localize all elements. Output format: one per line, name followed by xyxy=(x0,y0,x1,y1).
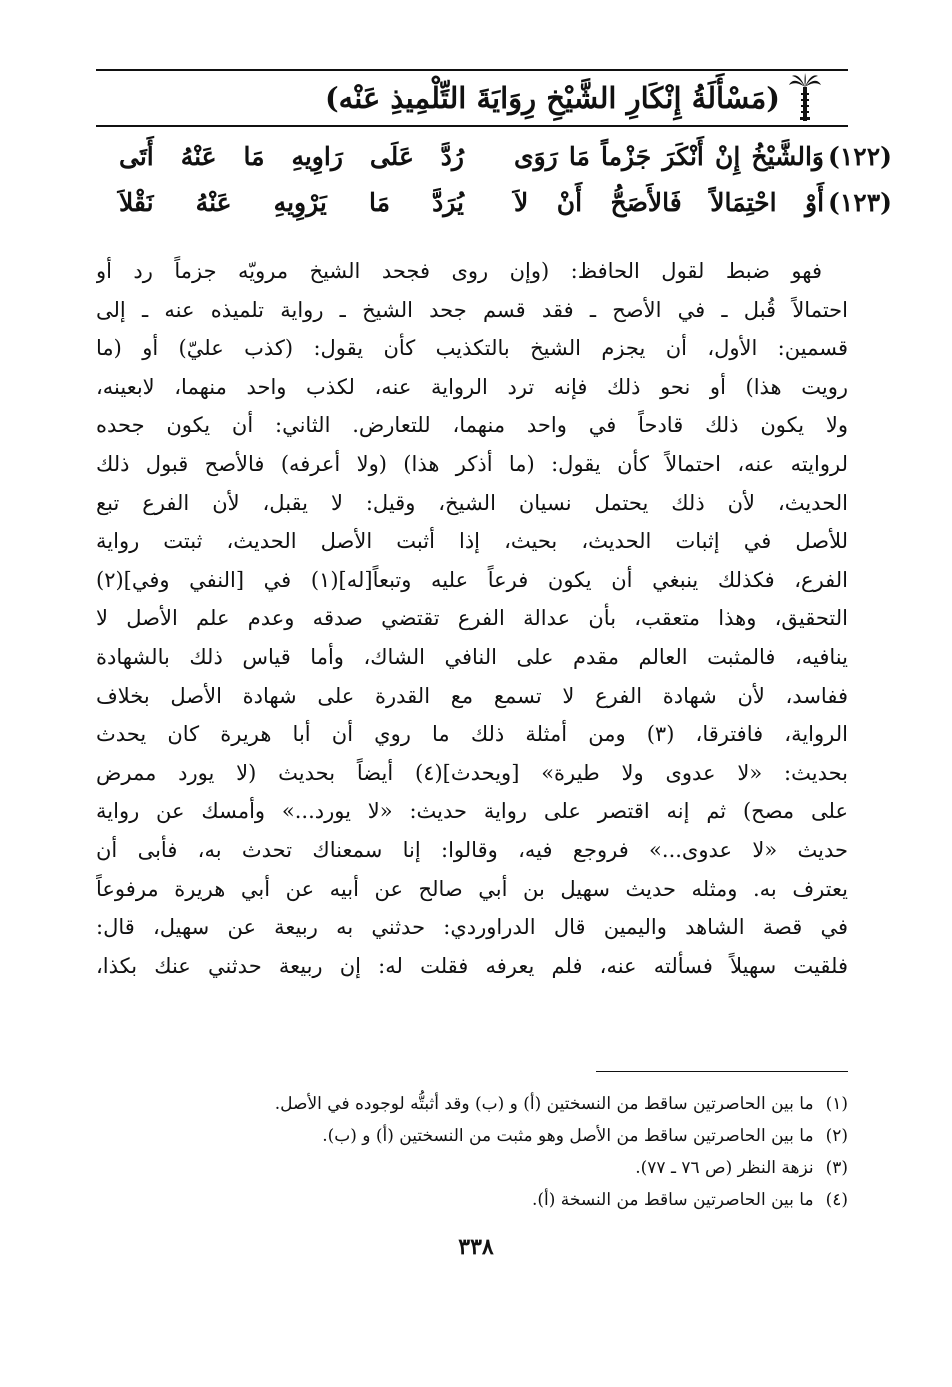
footnote-number: (١) xyxy=(825,1094,848,1114)
text-line: التحقيق، وهذا متعقب، بأن عدالة الفرع تقتضي صدقه وعدم علم الأصل لا xyxy=(96,606,848,631)
footnote-text: ما بين الحاصرتين ساقط من النسختين (أ) و (ب) وقد أثبتُّه لوجوده في الأصل. xyxy=(274,1094,814,1114)
commentary-paragraph xyxy=(96,252,848,985)
poem-verses xyxy=(96,142,892,234)
text-line: فلقيت سهيلاً فسألته عنه، فلم يعرفه فقلت له: إن ربيعة حدثني عنك بكذا، xyxy=(96,953,848,978)
verse-number: (١٢٢) xyxy=(828,142,892,171)
header-top-rule xyxy=(96,69,848,71)
footnote-separator xyxy=(596,1071,848,1072)
text-line: الرواية، فافترقا، (٣) ومن أمثلة ذلك ما روي أن أبا هريرة كان يحدث xyxy=(96,722,848,747)
verse-second-half: يُرَدَّ مَا يَرْوِيهِ عَنْهُ نَقْلاَ xyxy=(119,188,465,217)
text-line: فهو ضبط لقول الحافظ: (وإن روى فجحد الشيخ مرويّه جزماً رد أو xyxy=(96,259,822,283)
footnote-number: (٢) xyxy=(825,1126,848,1146)
text-line: الفرع، فكذلك ينبغي أن يكون فرعاً عليه وتبعاً[له](١) في [النفي وفي](٢) xyxy=(96,567,848,592)
footnote xyxy=(96,1120,848,1152)
chapter-title: (مَسْأَلَةُ إِنْكَارِ الشَّيْخِ رِوَايَةَ التِّلْمِيذِ عَنْه) xyxy=(324,81,780,115)
footnote xyxy=(96,1152,848,1184)
text-line: قسمين: الأول، أن يجزم الشيخ بالتكذيب كأن يقول: (كذب عليّ) أو (ما xyxy=(96,336,848,361)
text-line: رويت هذا) أو نحو ذلك فإنه ترد الرواية عنه، لكذب واحد منهما، لابعينه، xyxy=(96,374,848,399)
page-number: ٣٣٨ xyxy=(458,1234,494,1260)
text-line: حديث «لا عدوى...» فروجع فيه، وقالوا: إنا سمعناك تحدث به، فأبى أن xyxy=(96,837,848,862)
text-line: في قصة الشاهد واليمين قال الدراوردي: حدثني به ربيعة عن سهيل، قال: xyxy=(96,915,848,940)
verse-line xyxy=(96,188,892,234)
footnote xyxy=(96,1088,848,1120)
text-line: ولا يكون ذلك قادحاً في واحد منهما، للتعارض. الثاني: أن يكون جحده xyxy=(96,413,848,438)
text-line: على مصح) ثم إنه اقتصر على رواية حديث: «لا يورد...» وأمسك عن رواية xyxy=(96,799,848,824)
text-line: ففاسد، لأن شهادة الفرع لا تسمع مع القدرة على شهادة الأصل بخلاف xyxy=(96,683,848,708)
footnote-text: ما بين الحاصرتين ساقط من النسخة (أ). xyxy=(531,1190,814,1210)
footnote-number: (٤) xyxy=(825,1190,848,1210)
footnote-number: (٣) xyxy=(825,1158,848,1178)
text-line: الحديث، لأن ذلك يحتمل نسيان الشيخ، وقيل: لا يقبل، لأن الفرع تبع xyxy=(96,490,848,515)
footnote xyxy=(96,1184,848,1216)
verse-line xyxy=(96,142,892,188)
text-line: لروايته عنه، احتمالاً كأن يقول: (ما أذكر هذا) (ولا أعرفه) فالأصح قبول ذلك xyxy=(96,451,848,476)
palm-tree-icon xyxy=(788,73,822,123)
verse-second-half: رُدَّ عَلَى رَاوِيهِ مَا عَنْهُ أَتَى xyxy=(119,142,465,171)
text-line: بحديث: «لا عدوى ولا طيرة» [ويحدث](٤) أيضاً بحديث (لا يورد ممرض xyxy=(96,760,848,785)
footnotes xyxy=(96,1088,848,1216)
footnote-text: ما بين الحاصرتين ساقط من الأصل وهو مثبت من النسختين (أ) و (ب). xyxy=(322,1126,814,1146)
chapter-header xyxy=(96,72,848,124)
text-line: احتمالاً قُبل ـ في الأصح ـ فقد قسم جحد الشيخ ـ رواية تلميذه عنه ـ إلى xyxy=(96,297,848,322)
verse-first-half: وَالشَّيْخُ إِنْ أَنْكَرَ جَزْماً مَا رَوَى xyxy=(514,142,825,171)
verse-number: (١٢٣) xyxy=(828,188,892,217)
text-line: للأصل في إثبات الحديث، بحيث، إذا أثبت الأصل الحديث، ثبتت رواية xyxy=(96,529,848,554)
text-line: ينافيه، فالمثبت العالم مقدم على النافي الشاك، وأما قياس ذلك بالشهادة xyxy=(96,644,848,669)
footnote-text: نزهة النظر (ص ٧٦ ـ ٧٧). xyxy=(635,1158,814,1178)
header-bottom-rule xyxy=(96,125,848,127)
text-line: يعترف به. ومثله حديث سهيل بن أبي صالح عن أبيه عن أبي هريرة مرفوعاً xyxy=(96,876,848,901)
verse-first-half: أَوْ احْتِمَالاً فَالأَصَحُّ أَنْ لاَ xyxy=(514,188,825,217)
